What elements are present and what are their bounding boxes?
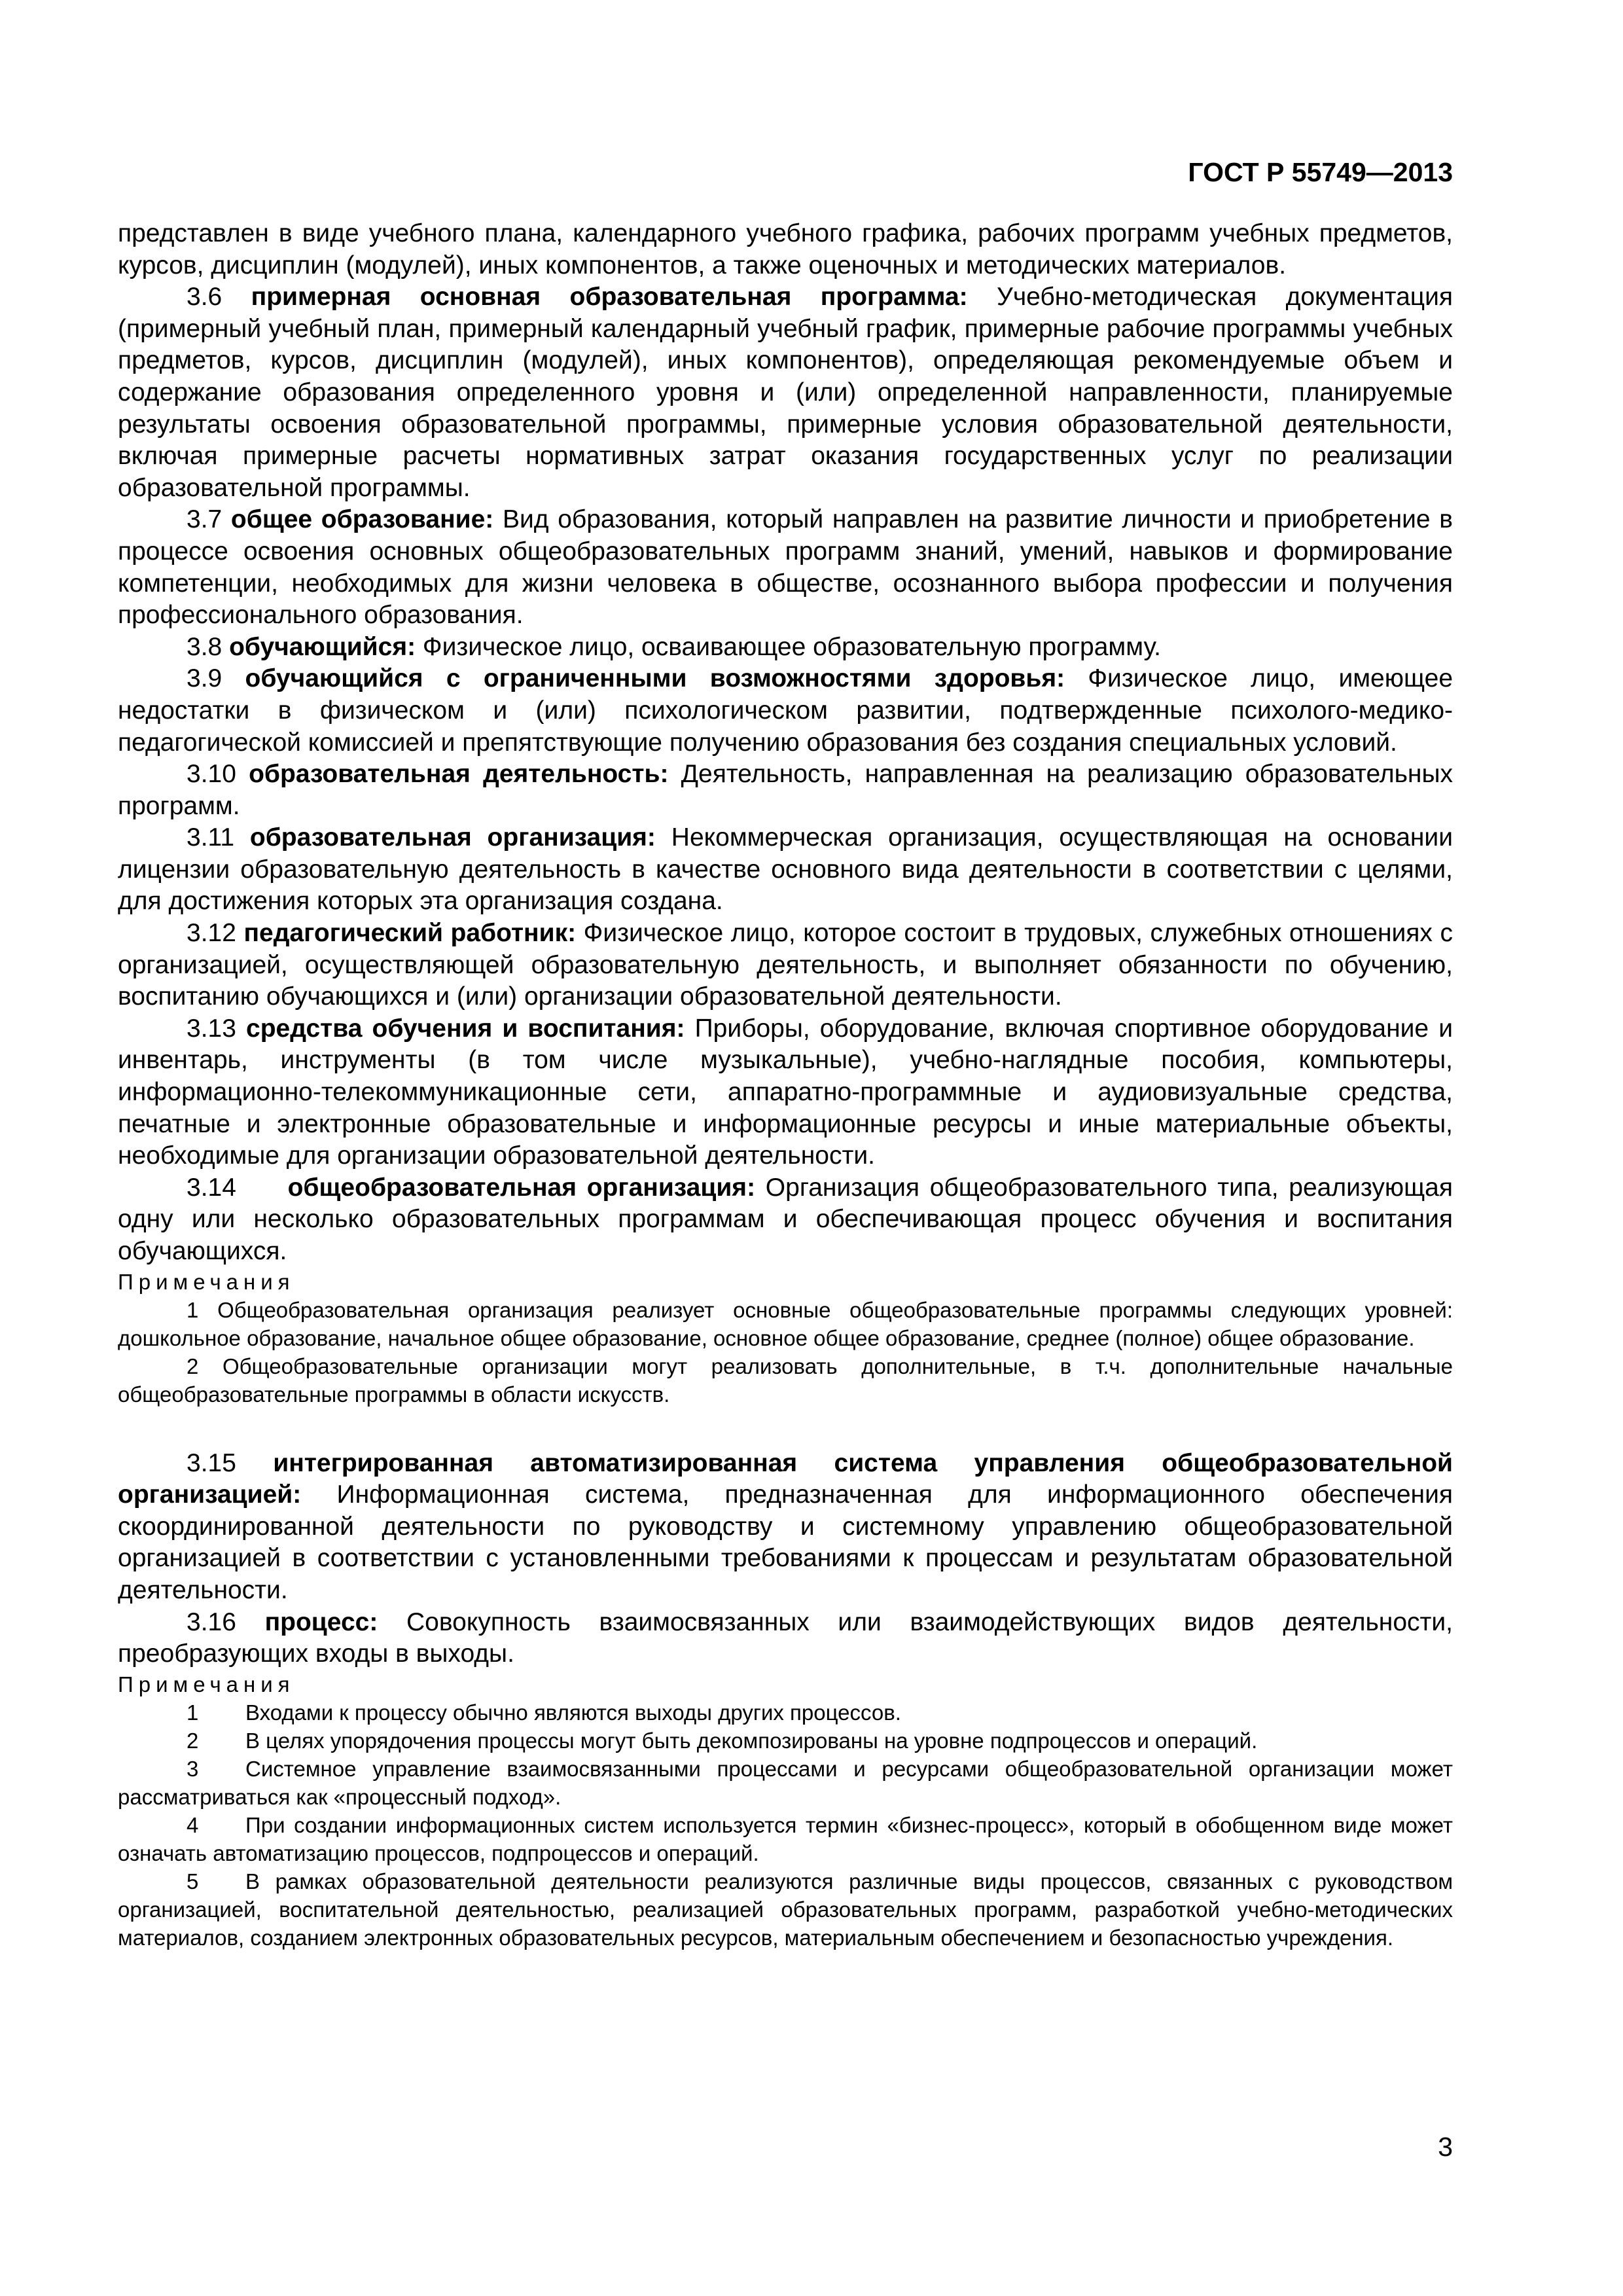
definition-number: 3.12: [187, 919, 236, 948]
definition-text: Информационная система, предназначенная для информационного обеспечения скоординированной деятельности по руководству и системному управлению общеобразовательной организацией в соответствии с установленными требованиями к процессам и результатам образовательной деятельности.: [118, 1480, 1453, 1604]
definition-text: Некоммерческая организация, осуществляющая на основании лицензии образовательную деятельность в качестве основного вида деятельности в соответствии с целями, для достижения которых эта организация создана.: [118, 823, 1453, 916]
definition-number: 3.13: [187, 1014, 236, 1043]
note-text: При создании информационных систем используется термин «бизнес-процесс», который в обобщенном виде может означать автоматизацию процессов, подпроцессов и операций.: [118, 1812, 1453, 1865]
note-number: 5: [187, 1869, 199, 1893]
intro-paragraph: представлен в виде учебного плана, календарного учебного графика, рабочих программ учебных предметов, курсов, дисциплин (модулей), иных компонентов, а также оценочных и методических материалов.: [118, 219, 1453, 279]
definition-term: средства обучения и воспитания:: [246, 1014, 685, 1043]
definition-number: 3.14: [187, 1173, 236, 1202]
definition-3-11: [118, 822, 1453, 918]
note-number: 1: [187, 1700, 199, 1725]
definition-text: Физическое лицо, которое состоит в трудовых, служебных отношениях с организацией, осуществляющей образовательную деятельность, и выполняет обязанности по обучению, воспитанию обучающихся и (или) организации образовательной деятельности.: [118, 919, 1453, 1011]
note-item: [118, 1755, 1453, 1811]
document-header: ГОСТ Р 55749—2013: [1188, 157, 1453, 187]
definition-number: 3.6: [187, 283, 223, 312]
definition-term: образовательная организация:: [249, 823, 656, 852]
note-number: 3: [187, 1756, 199, 1781]
definition-text: Физическое лицо, осваивающее образовательную программу.: [416, 632, 1161, 661]
definition-number: 3.9: [187, 664, 223, 693]
definition-3-12: [118, 918, 1453, 1013]
note-item: [118, 1811, 1453, 1867]
note-item: [118, 1727, 1453, 1755]
definition-3-14: [118, 1172, 1453, 1268]
definition-text: Физическое лицо, имеющее недостатки в физическом и (или) психологическом развитии, подтвержденные психолого-медико-педагогической комиссией и препятствующие получению образования без создания специальных условий.: [118, 664, 1454, 757]
definition-3-16: [118, 1607, 1453, 1670]
note-text: В рамках образовательной деятельности реализуются различные виды процессов, связанных с руководством организацией, воспитательной деятельностью, реализацией образовательных программ, разработкой учебно-методических материалов, созданием электронных образовательных ресурсов, материальным обеспечением и безопасностью учреждения.: [118, 1869, 1453, 1950]
definition-text: Вид образования, который направлен на развитие личности и приобретение в процессе освоения основных общеобразовательных программ знаний, умений, навыков и формирование компетенции, необходимых для жизни человека в обществе, осознанного выбора профессии и получения профессионального образования.: [118, 505, 1453, 630]
definition-text: Совокупность взаимосвязанных или взаимодействующих видов деятельности, преобразующих входы в выходы.: [118, 1607, 1453, 1668]
page-number: 3: [1438, 2132, 1453, 2162]
definition-3-6: [118, 281, 1453, 504]
definition-term: процесс:: [264, 1607, 378, 1636]
section-gap: [118, 1408, 1453, 1448]
document-body: [118, 218, 1453, 1952]
definition-3-7: [118, 504, 1453, 631]
definition-text: Деятельность, направленная на реализацию образовательных программ.: [118, 760, 1453, 820]
definition-term: примерная основная образовательная программа:: [251, 283, 968, 312]
definition-text: Учебно-методическая документация (примерный учебный план, примерный календарный учебный график, примерные рабочие программы учебных предметов, курсов, дисциплин (модулей), иных компонентов), определяющая рекомендуемые объем и содержание образования определенного уровня и (или) определенной направленности, планируемые результаты освоения образовательной программы, примерные условия образовательной деятельности, включая примерные расчеты нормативных затрат оказания государственных услуг по реализации образовательной программы.: [118, 283, 1454, 502]
definition-term: общеобразовательная организация:: [287, 1173, 756, 1202]
note-text: В целях упорядочения процессы могут быть декомпозированы на уровне подпроцессов и операций.: [245, 1728, 1258, 1753]
note-item: 2 Общеобразовательные организации могут реализовать дополнительные, в т.ч. дополнительные начальные общеобразовательные программы в области искусств.: [118, 1354, 1453, 1407]
notes-title: Примечания: [118, 1672, 295, 1696]
definition-term: интегрированная автоматизированная система управления общеобразовательной организацией:: [118, 1448, 1453, 1509]
definition-number: 3.10: [187, 760, 236, 789]
definition-3-10: [118, 759, 1453, 822]
notes-title: Примечания: [118, 1269, 295, 1294]
definition-term: образовательная деятельность:: [249, 760, 669, 789]
definition-text: Приборы, оборудование, включая спортивное оборудование и инвентарь, инструменты (в том числе музыкальные), учебно-наглядные пособия, компьютеры, информационно-телекоммуникационные сети, аппаратно-программные и аудиовизуальные средства, печатные и электронные образовательные и информационные ресурсы и иные материальные объекты, необходимые для организации образовательной деятельности.: [118, 1014, 1454, 1170]
definition-3-13: [118, 1013, 1453, 1172]
definition-3-15: [118, 1448, 1453, 1607]
note-number: 2: [187, 1728, 199, 1753]
definition-number: 3.15: [187, 1448, 236, 1477]
definition-number: 3.11: [187, 823, 235, 852]
definition-number: 3.16: [187, 1607, 236, 1636]
note-item: [118, 1698, 1453, 1727]
definition-3-8: [118, 632, 1453, 664]
definition-term: обучающийся с ограниченными возможностями здоровья:: [245, 664, 1065, 693]
definition-term: обучающийся:: [229, 632, 416, 661]
note-text: Системное управление взаимосвязанными процессами и ресурсами общеобразовательной организации может рассматриваться как «процессный подход».: [118, 1756, 1453, 1809]
note-item: 1 Общеобразовательная организация реализует основные общеобразовательные программы следующих уровней: дошкольное образование, начальное общее образование, основное общее образование, среднее (полное) общее образование.: [118, 1297, 1453, 1350]
definition-number: 3.8: [187, 632, 223, 661]
note-number: 4: [187, 1812, 199, 1837]
definition-term: педагогический работник:: [243, 919, 577, 948]
note-text: Входами к процессу обычно являются выходы других процессов.: [245, 1700, 901, 1725]
definition-number: 3.7: [187, 505, 223, 534]
definition-text: Организация общеобразовательного типа, реализующая одну или несколько образовательных программам и обеспечивающая процесс обучения и воспитания обучающихся.: [118, 1173, 1453, 1265]
note-item: [118, 1867, 1453, 1952]
definition-term: общее образование:: [230, 505, 494, 534]
definition-3-9: [118, 663, 1453, 759]
